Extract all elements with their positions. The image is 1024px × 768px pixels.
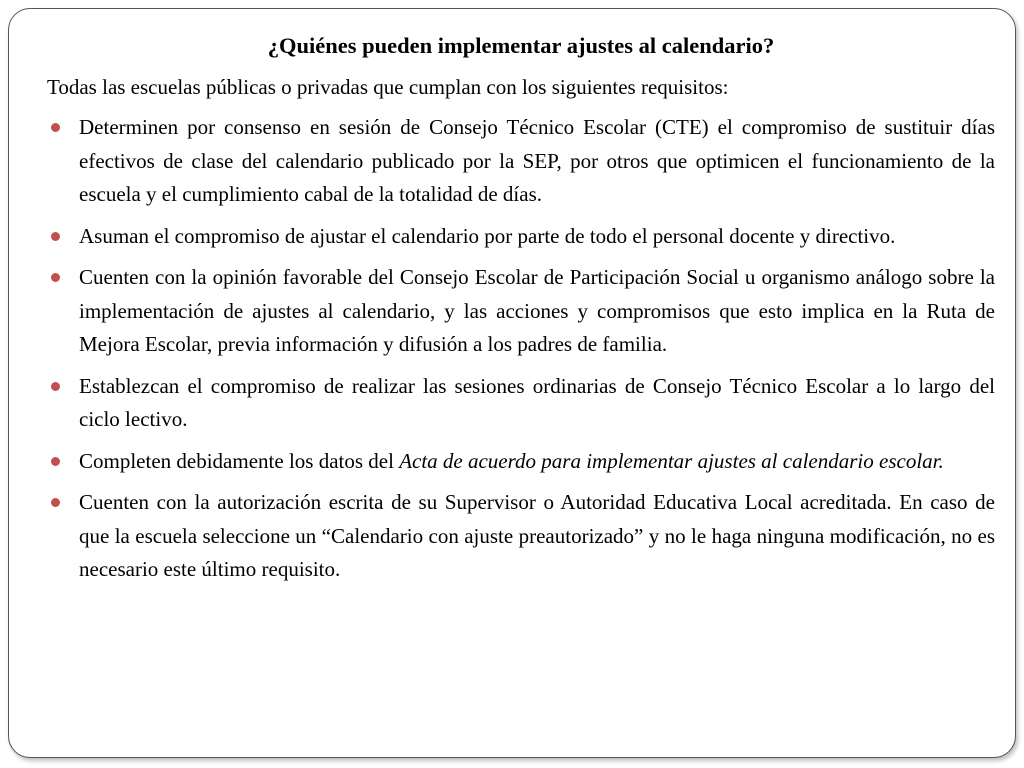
bullet-dot-icon [51,273,60,282]
bullet-dot-icon [51,232,60,241]
list-item-text: Completen debidamente los datos del [79,448,400,473]
list-item [47,445,995,479]
bullet-dot-icon [51,123,60,132]
slide-frame [8,8,1016,758]
list-item-text: Determinen por consenso en sesión de Consejo Técnico Escolar (CTE) el compromiso de sustituir días efectivos de clase del calendario publicado por la SEP, por otros que optimicen el funcionamiento de la escuela y el cumplimiento cabal de la totalidad de días. [79,115,995,206]
list-item [47,261,995,362]
list-item [47,111,995,212]
list-item [47,486,995,587]
list-item-text: Cuenten con la opinión favorable del Consejo Escolar de Participación Social u organismo análogo sobre la implementación de ajustes al calendario, y las acciones y compromisos que esto implica en la Ruta de Mejora Escolar, previa información y difusión a los padres de familia. [79,265,995,356]
list-item-text: Asuman el compromiso de ajustar el calendario por parte de todo el personal docente y directivo. [79,223,896,248]
acta-document-title: Acta de acuerdo para implementar ajustes al calendario escolar. [399,448,944,473]
list-item [47,220,995,254]
slide-title: ¿Quiénes pueden implementar ajustes al calendario? [267,33,775,58]
bullet-dot-icon [51,382,60,391]
requirements-list [47,111,995,587]
list-item-text: Cuenten con la autorización escrita de su Supervisor o Autoridad Educativa Local acreditada. En caso de que la escuela seleccione un “Calendario con ajuste preautorizado” y no le haga ninguna modificación, no es necesario este último requisito. [79,490,995,581]
bullet-dot-icon [51,498,60,507]
bullet-dot-icon [51,457,60,466]
list-item-text: Establezcan el compromiso de realizar las sesiones ordinarias de Consejo Técnico Escolar a lo largo del ciclo lectivo. [79,373,995,431]
slide-content [47,31,995,595]
intro-text: Todas las escuelas públicas o privadas que cumplan con los siguientes requisitos: [47,75,729,99]
list-item [47,370,995,437]
